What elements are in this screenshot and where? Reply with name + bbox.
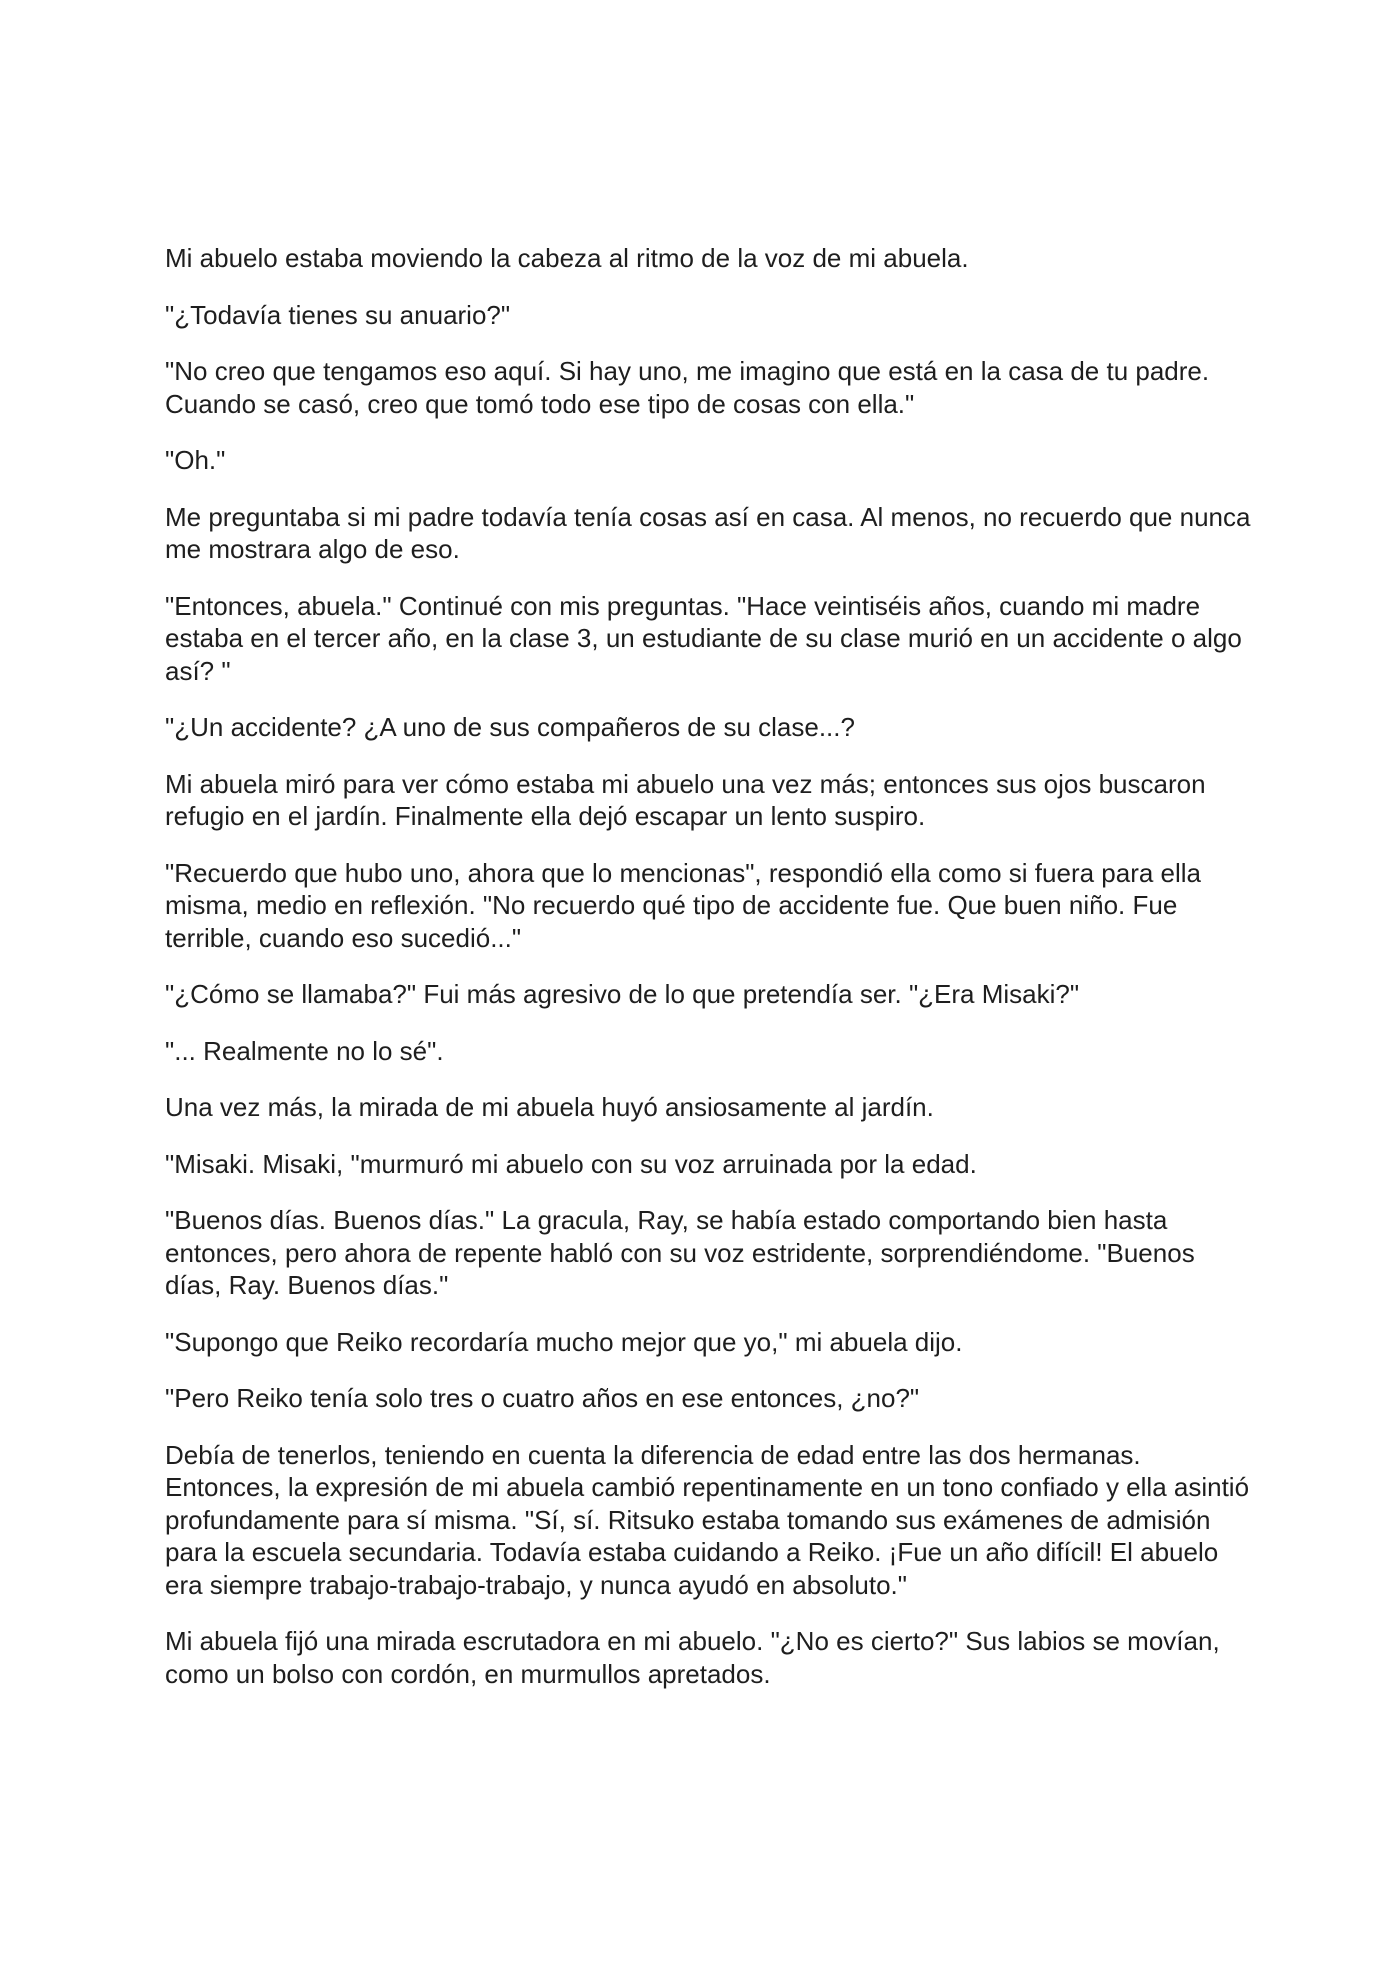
paragraph: Mi abuelo estaba moviendo la cabeza al ritmo de la voz de mi abuela. [165, 243, 969, 273]
paragraph: "Buenos días. Buenos días." La gracula, Ray, se había estado comportando bien hasta entonces, pero ahora de repente habló con su voz estridente, sorprendiéndome. "Buenos días, Ray. Buenos días." [165, 1205, 1195, 1300]
paragraph: "Misaki. Misaki, "murmuró mi abuelo con su voz arruinada por la edad. [165, 1148, 977, 1179]
body-text [165, 242, 1255, 1714]
paragraph: "Oh." [165, 445, 226, 475]
paragraph: "... Realmente no lo sé". [165, 1035, 444, 1066]
paragraph: "¿Cómo se llamaba?" Fui más agresivo de lo que pretendía ser. "¿Era Misaki?" [165, 979, 1080, 1009]
paragraph: "No creo que tengamos eso aquí. Si hay uno, me imagino que está en la casa de tu padre. Cuando se casó, creo que tomó todo ese tipo de cosas con ella." [165, 356, 1210, 419]
paragraph: Debía de tenerlos, teniendo en cuenta la diferencia de edad entre las dos hermanas. Entonces, la expresión de mi abuela cambió repentinamente en un tono confiado y ella asintió profundamente para sí misma. "Sí, sí. Ritsuko estaba tomando sus exámenes de admisión para la escuela secundaria. Todavía estaba cuidando a Reiko. ¡Fue un año difícil! El abuelo era siempre trabajo-trabajo-trabajo, y nunca ayudó en absoluto." [165, 1439, 1250, 1600]
paragraph: "Pero Reiko tenía solo tres o cuatro años en ese entonces, ¿no?" [165, 1383, 920, 1413]
paragraph: Me preguntaba si mi padre todavía tenía cosas así en casa. Al menos, no recuerdo que nunca me mostrara algo de eso. [165, 501, 1251, 564]
paragraph: "Recuerdo que hubo uno, ahora que lo mencionas", respondió ella como si fuera para ella misma, medio en reflexión. "No recuerdo qué tipo de accidente fue. Que buen niño. Fue terrible, cuando eso sucedió..." [165, 857, 1202, 953]
paragraph: Mi abuela fijó una mirada escrutadora en mi abuelo. "¿No es cierto?" Sus labios se movían, como un bolso con cordón, en murmullos apretados. [165, 1626, 1220, 1689]
paragraph: "¿Todavía tienes su anuario?" [165, 299, 511, 330]
paragraph: "Entonces, abuela." Continué con mis preguntas. "Hace veintiséis años, cuando mi madre estaba en el tercer año, en la clase 3, un estudiante de su clase murió en un accidente o algo así? " [165, 590, 1242, 686]
paragraph: "¿Un accidente? ¿A uno de sus compañeros de su clase...? [165, 712, 855, 742]
paragraph: Mi abuela miró para ver cómo estaba mi abuelo una vez más; entonces sus ojos buscaron refugio en el jardín. Finalmente ella dejó escapar un lento suspiro. [165, 768, 1206, 831]
paragraph: "Supongo que Reiko recordaría mucho mejor que yo," mi abuela dijo. [165, 1326, 963, 1357]
paragraph: Una vez más, la mirada de mi abuela huyó ansiosamente al jardín. [165, 1092, 934, 1122]
